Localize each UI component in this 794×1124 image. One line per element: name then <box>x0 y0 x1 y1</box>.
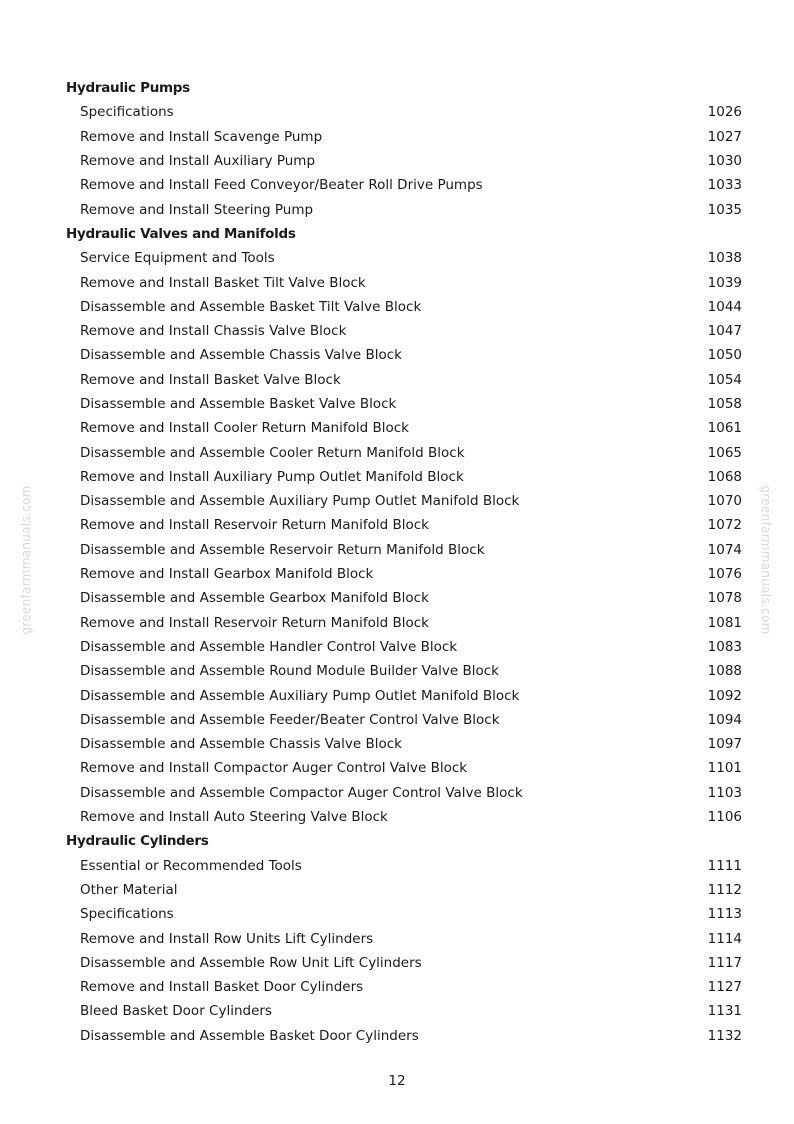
toc-entry[interactable] <box>66 440 742 464</box>
toc-entry[interactable] <box>66 999 742 1023</box>
toc-entry-title: Remove and Install Basket Tilt Valve Block <box>80 274 366 291</box>
toc-entry-title: Remove and Install Reservoir Return Manifold Block <box>80 517 429 534</box>
toc-entry-title: Disassemble and Assemble Chassis Valve Block <box>80 347 402 364</box>
toc-entry-page: 1076 <box>707 566 742 583</box>
toc-section-title: Hydraulic Valves and Manifolds <box>66 225 296 242</box>
toc-entry-title: Disassemble and Assemble Reservoir Return Manifold Block <box>80 541 485 558</box>
toc-entry-title: Remove and Install Chassis Valve Block <box>80 323 347 340</box>
toc-entry-title: Disassemble and Assemble Basket Door Cylinders <box>80 1027 419 1044</box>
toc-entry[interactable] <box>66 562 742 586</box>
toc-entry-page: 1081 <box>707 614 742 631</box>
toc-entry[interactable] <box>66 659 742 683</box>
toc-entry[interactable] <box>66 489 742 513</box>
toc-entry-title: Other Material <box>80 881 178 898</box>
toc-entry-page: 1088 <box>707 663 742 680</box>
toc-entry[interactable] <box>66 319 742 343</box>
toc-entry-page: 1097 <box>707 736 742 753</box>
toc-entry-page: 1117 <box>707 954 742 971</box>
toc-entry[interactable] <box>66 100 742 124</box>
toc-entry-page: 1030 <box>707 153 742 170</box>
toc-entry-title: Disassemble and Assemble Compactor Auger Control Valve Block <box>80 784 523 801</box>
toc-entry-title: Bleed Basket Door Cylinders <box>80 1003 272 1020</box>
toc-entry-page: 1054 <box>707 371 742 388</box>
toc-entry-title: Remove and Install Steering Pump <box>80 201 314 218</box>
toc-entry[interactable] <box>66 295 742 319</box>
toc-entry[interactable] <box>66 270 742 294</box>
toc-entry-page: 1111 <box>707 857 742 874</box>
toc-section-title: Hydraulic Cylinders <box>66 833 209 850</box>
toc-entry-title: Remove and Install Row Units Lift Cylinders <box>80 930 374 947</box>
toc-entry-title: Disassemble and Assemble Chassis Valve Block <box>80 736 402 753</box>
toc-entry[interactable] <box>66 343 742 367</box>
toc-entry-title: Disassemble and Assemble Round Module Builder Valve Block <box>80 663 499 680</box>
toc-entry-page: 1113 <box>707 906 742 923</box>
toc-entry-page: 1094 <box>707 711 742 728</box>
toc-entry-page: 1061 <box>707 420 742 437</box>
toc-entry[interactable] <box>66 756 742 780</box>
toc-entry[interactable] <box>66 781 742 805</box>
toc-entry-page: 1083 <box>707 638 742 655</box>
toc-entry-page: 1068 <box>707 468 742 485</box>
toc-section-heading[interactable] <box>66 76 742 100</box>
toc-entry[interactable] <box>66 173 742 197</box>
toc-entry[interactable] <box>66 197 742 221</box>
toc-entry-page: 1112 <box>707 881 742 898</box>
toc-section-title: Hydraulic Pumps <box>66 80 190 97</box>
toc-entry-title: Remove and Install Reservoir Return Manifold Block <box>80 614 429 631</box>
toc-entry-title: Remove and Install Cooler Return Manifold Block <box>80 420 409 437</box>
watermark-left: greenfarmmanuals.com <box>19 485 33 635</box>
toc-entry[interactable] <box>66 246 742 270</box>
toc-entry-title: Service Equipment and Tools <box>80 250 275 267</box>
toc-entry[interactable] <box>66 586 742 610</box>
toc-entry-page: 1072 <box>707 517 742 534</box>
toc-entry-title: Disassemble and Assemble Cooler Return Manifold Block <box>80 444 465 461</box>
toc-entry[interactable] <box>66 854 742 878</box>
toc-entry[interactable] <box>66 683 742 707</box>
toc-entry-title: Remove and Install Auto Steering Valve Block <box>80 809 388 826</box>
toc-section-heading[interactable] <box>66 829 742 853</box>
toc-entry-title: Remove and Install Gearbox Manifold Block <box>80 566 374 583</box>
toc-entry[interactable] <box>66 1024 742 1048</box>
toc-entry[interactable] <box>66 805 742 829</box>
toc-entry[interactable] <box>66 732 742 756</box>
toc-entry-title: Specifications <box>80 906 174 923</box>
toc-entry-page: 1131 <box>707 1003 742 1020</box>
toc-entry[interactable] <box>66 513 742 537</box>
toc-entry-page: 1065 <box>707 444 742 461</box>
toc-entry[interactable] <box>66 392 742 416</box>
toc-entry-title: Remove and Install Compactor Auger Control Valve Block <box>80 760 468 777</box>
toc-entry[interactable] <box>66 708 742 732</box>
toc-entry-page: 1050 <box>707 347 742 364</box>
toc-entry-page: 1033 <box>707 177 742 194</box>
toc-entry-page: 1047 <box>707 323 742 340</box>
toc-entry-page: 1114 <box>707 930 742 947</box>
toc-entry[interactable] <box>66 149 742 173</box>
toc-entry-page: 1101 <box>707 760 742 777</box>
toc-entry[interactable] <box>66 902 742 926</box>
toc-entry[interactable] <box>66 125 742 149</box>
page-number: 12 <box>388 1073 406 1089</box>
toc-entry[interactable] <box>66 635 742 659</box>
toc-entry-title: Remove and Install Feed Conveyor/Beater Roll Drive Pumps <box>80 177 483 194</box>
toc-entry-page: 1070 <box>707 493 742 510</box>
toc-entry-title: Specifications <box>80 104 174 121</box>
toc-entry-title: Disassemble and Assemble Auxiliary Pump Outlet Manifold Block <box>80 687 520 704</box>
toc-entry-title: Disassemble and Assemble Basket Tilt Valve Block <box>80 298 422 315</box>
toc-section-heading[interactable] <box>66 222 742 246</box>
toc-entry-page: 1127 <box>707 979 742 996</box>
toc-entry-page: 1039 <box>707 274 742 291</box>
toc-entry-page: 1027 <box>707 128 742 145</box>
toc-entry-title: Essential or Recommended Tools <box>80 857 302 874</box>
watermark-right: greenfarmmanuals.com <box>759 485 773 635</box>
toc-entry-page: 1106 <box>707 809 742 826</box>
toc-entry-page: 1058 <box>707 396 742 412</box>
toc-entry-title: Disassemble and Assemble Row Unit Lift Cylinders <box>80 954 422 971</box>
toc-entry-title: Disassemble and Assemble Auxiliary Pump Outlet Manifold Block <box>80 493 520 510</box>
toc-entry-page: 1044 <box>707 298 742 315</box>
table-of-contents <box>66 76 742 1048</box>
toc-entry-title: Remove and Install Auxiliary Pump Outlet Manifold Block <box>80 468 464 485</box>
toc-entry[interactable] <box>66 878 742 902</box>
toc-entry[interactable] <box>66 611 742 635</box>
toc-entry[interactable] <box>66 975 742 999</box>
toc-entry-title: Disassemble and Assemble Basket Valve Block <box>80 396 397 412</box>
toc-entry[interactable] <box>66 368 742 392</box>
toc-entry-title: Remove and Install Basket Valve Block <box>80 371 341 388</box>
toc-entry-page: 1103 <box>707 784 742 801</box>
toc-entry-title: Disassemble and Assemble Feeder/Beater Control Valve Block <box>80 711 500 728</box>
toc-entry-page: 1092 <box>707 687 742 704</box>
toc-entry-page: 1078 <box>707 590 742 607</box>
toc-entry-page: 1026 <box>707 104 742 121</box>
toc-entry[interactable] <box>66 416 742 440</box>
toc-entry-page: 1074 <box>707 541 742 558</box>
toc-entry[interactable] <box>66 951 742 975</box>
toc-entry-title: Disassemble and Assemble Handler Control Valve Block <box>80 638 458 655</box>
toc-entry[interactable] <box>66 926 742 950</box>
toc-entry-title: Remove and Install Auxiliary Pump <box>80 153 316 170</box>
toc-entry-title: Remove and Install Basket Door Cylinders <box>80 979 364 996</box>
toc-entry-page: 1035 <box>707 201 742 218</box>
toc-entry-title: Disassemble and Assemble Gearbox Manifold Block <box>80 590 429 607</box>
toc-entry-title: Remove and Install Scavenge Pump <box>80 128 323 145</box>
toc-entry-page: 1038 <box>707 250 742 267</box>
toc-entry[interactable] <box>66 538 742 562</box>
toc-entry[interactable] <box>66 465 742 489</box>
toc-entry-page: 1132 <box>707 1027 742 1044</box>
